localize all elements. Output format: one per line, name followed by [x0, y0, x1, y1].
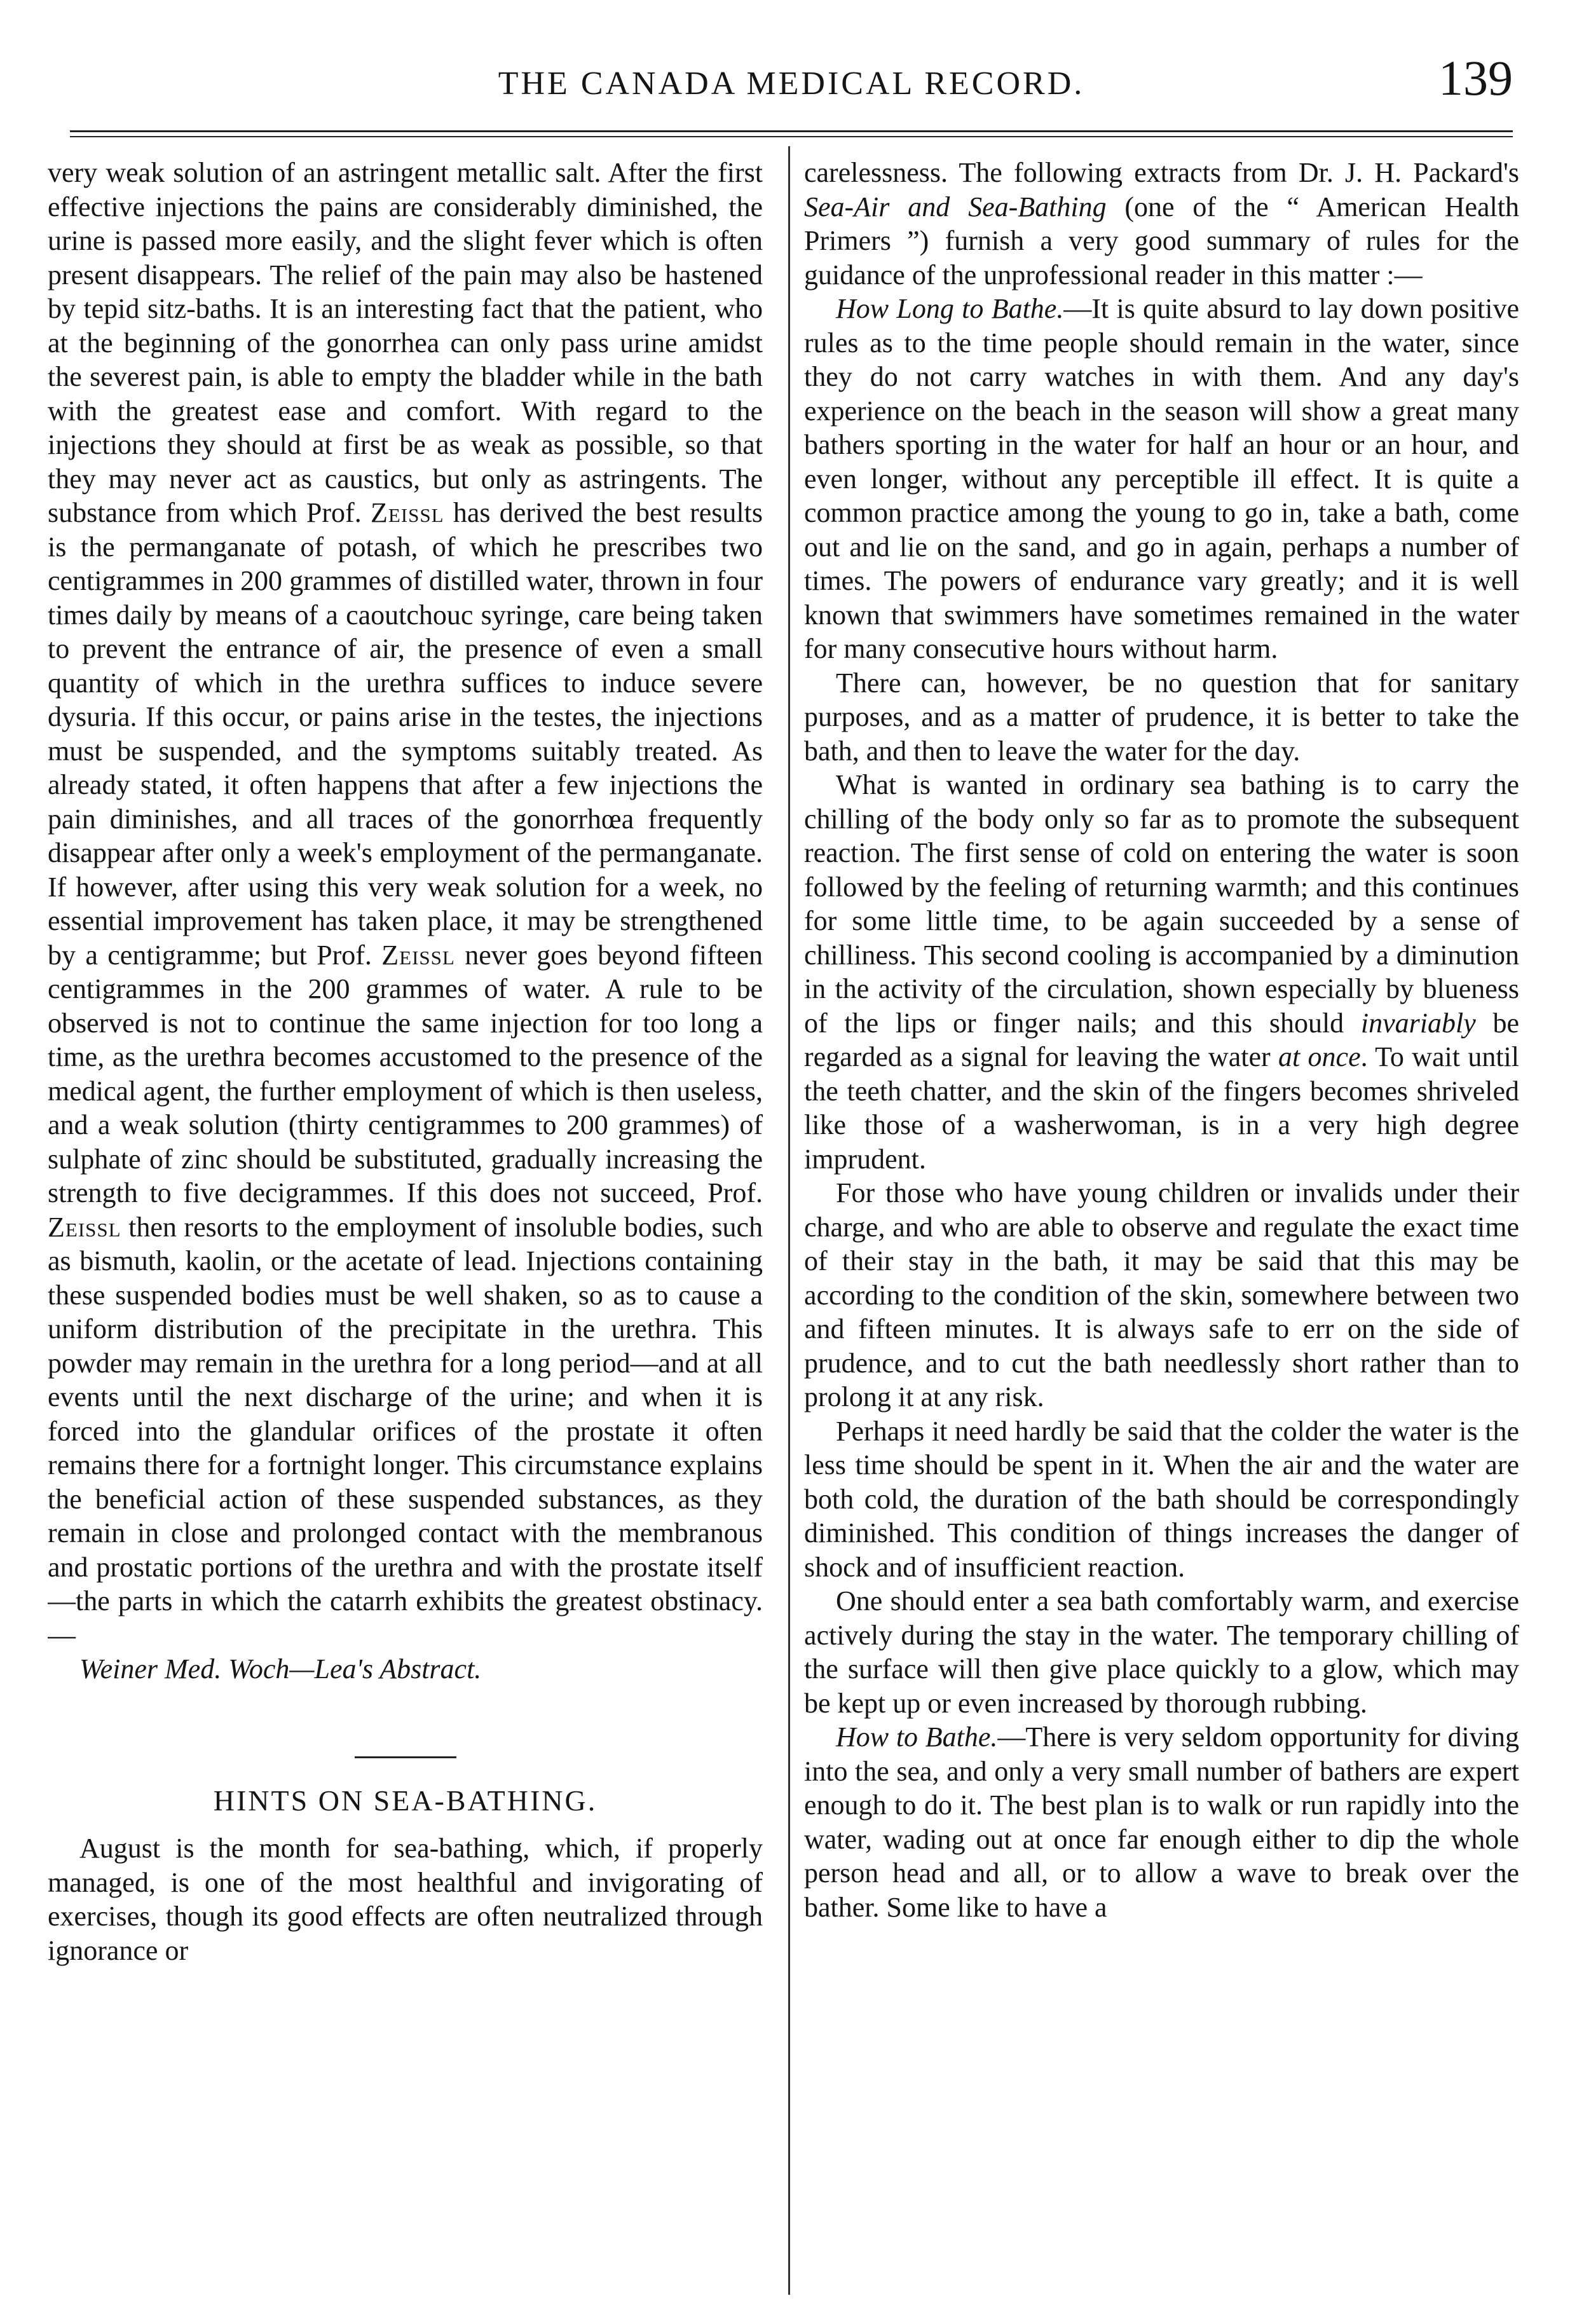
text-run: then resorts to the employment of insoluble bodies, such as bismuth, kaolin, or the acetate of lead. Injections containing these suspended bodies must be well shaken, so as to cause a uniform distribution of the precipitate in the urethra. This powder may remain in the urethra for a long period—and at all events until the next discharge of the urine; and when it is forced into the glandular orifices of the prostate it often remains there for a fortnight longer. This circumstance explains the beneficial action of these suspended substances, as they remain in close and prolonged contact with the membranous and prostatic portions of the urethra and with the prostate itself—the parts in which the catarrh exhibits the greatest obstinacy.— [48, 1211, 763, 1651]
text-run: very weak solution of an astringent metallic salt. After the first effective injections the pains are considerably diminished, the urine is passed more easily, and the slight fever which is often present disappears. The relief of the pain may also be hastened by tepid sitz-baths. It is an interesting fact that the patient, who at the beginning of the gonorrhea can only pass urine amidst the severest pain, is able to empty the bladder while in the bath with the greatest ease and comfort. With regard to the injections they should at first be as weak as possible, so that they may never act as caustics, but only as astringents. The substance from which Prof. [48, 157, 763, 528]
author-name: Zeissl [48, 1211, 121, 1243]
paragraph: Perhaps it need hardly be said that the colder the water is the less time should be spent in it. When the air and the water are both cold, the duration of the bath should be correspondingly diminished. This condition of things increases the danger of shock and of insufficient reaction. [804, 1415, 1519, 1583]
journal-title: THE CANADA MEDICAL RECORD. [498, 65, 1085, 102]
italic-text: How Long to Bathe. [836, 293, 1064, 324]
left-column [48, 156, 763, 2304]
column-divider [788, 146, 790, 2295]
paragraph [804, 292, 1519, 666]
text-run: —It is quite absurd to lay down positive rules as to the time people should remain in the water, since they do not carry watches in with them. And any day's experience on the beach in the season will show a great many bathers sporting in the water for half an hour or an hour, and even longer, without any perceptible ill effect. It is quite a common practice among the young to go in, take a bath, come out and lie on the sand, and go in again, perhaps a number of times. The powers of endurance vary greatly; and it is well known that swimmers have sometimes remained in the water for many consecutive hours without harm. [804, 293, 1519, 664]
text-run: be regarded as a signal for leaving the water [804, 1007, 1519, 1072]
paragraph [804, 156, 1519, 292]
paragraph: August is the month for sea-bathing, which, if properly managed, is one of the most healthful and invigorating of exercises, though its good effects are often neutralized through ignorance or [48, 1833, 763, 1966]
author-name: Zeissl [381, 939, 455, 971]
paragraph [804, 1720, 1519, 1924]
section-heading: HINTS ON SEA-BATHING. [213, 1784, 597, 1817]
italic-text: at once [1278, 1041, 1361, 1072]
author-name: Zeissl [370, 497, 444, 528]
paragraph: For those who have young children or invalids under their charge, and who are able to observe and regulate the exact time of their stay in the bath, it may be said that this may be according to the condition of the skin, somewhere between two and fifteen minutes. It is always safe to err on the side of prudence, and to cut the bath needlessly short rather than to prolong it at any risk. [804, 1177, 1519, 1412]
text-run: . To wait until the teeth chatter, and the skin of the fingers becomes shriveled like those of a washerwoman, is in a very high degree imprudent. [804, 1041, 1519, 1175]
running-header [70, 38, 1513, 121]
italic-text: Sea-Air and Sea-Bathing [804, 191, 1107, 222]
paragraph [48, 156, 763, 1652]
italic-text: invariably [1360, 1007, 1476, 1039]
text-run: (one of the “ American Health Primers ”) furnish a very good summary of rules for the guidance of the unprofessional reader in this matter :— [804, 191, 1519, 290]
header-rule-thin [70, 136, 1513, 137]
section-divider [355, 1756, 456, 1758]
paragraph [804, 768, 1519, 1176]
text-run: has derived the best results is the permanganate of potash, of which he prescribes two centigrammes in 200 grammes of distilled water, thrown in four times daily by means of a caoutchouc syringe, care being taken to prevent the entrance of air, the presence of even a small quantity of which in the urethra suffices to induce severe dysuria. If this occur, or pains arise in the testes, the injections must be suspended, and the symptoms suitably treated. As already stated, it often happens that after a few injections the pain diminishes, and all traces of the gonorrhœa frequently disappear after only a week's employment of the permanganate. If however, after using this very weak solution for a week, no essential improvement has taken place, it may be strengthened by a centigramme; but Prof. [48, 497, 763, 971]
paragraph: There can, however, be no question that for sanitary purposes, and as a matter of prudence, it is better to take the bath, and then to leave the water for the day. [804, 667, 1519, 767]
right-column [804, 156, 1519, 2304]
source-citation [48, 1652, 763, 1686]
text-run: What is wanted in ordinary sea bathing is to carry the chilling of the body only so far as to promote the subsequent reaction. The first sense of cold on entering the water is soon followed by the feeling of returning warmth; and this continues for some little time, to be again succeeded by a sense of chilliness. This second cooling is accompanied by a diminution in the activity of the circulation, shown especially by blueness of the lips or finger nails; and this should [804, 769, 1519, 1039]
text-run: —There is very seldom opportunity for diving into the sea, and only a very small number of bathers are expert enough to do it. The best plan is to walk or run rapidly into the water, wading out at once far enough either to dip the whole person head and all, or to allow a wave to break over the bather. Some like to have a [804, 1721, 1519, 1923]
paragraph: One should enter a sea bath comfortably warm, and exercise actively during the stay in the water. The temporary chilling of the surface will then give place quickly to a glow, which may be kept up or even increased by thorough rubbing. [804, 1585, 1519, 1719]
italic-text: How to Bathe. [836, 1721, 998, 1753]
source-citation-text: Weiner Med. Woch—Lea's Abstract. [79, 1653, 482, 1685]
text-run: never goes beyond fifteen centigrammes in the 200 grammes of water. A rule to be observed is not to continue the same injection for too long a time, as the urethra becomes accustomed to the presence of the medical agent, the further employment of which is then useless, and a weak solution (thirty centigrammes to 200 grammes) of sulphate of zinc should be substituted, gradually increasing the strength to five decigrammes. If this does not succeed, Prof. [48, 939, 763, 1208]
page-number: 139 [1438, 50, 1513, 106]
header-rule [70, 130, 1513, 132]
text-run: carelessness. The following extracts from Dr. J. H. Packard's [804, 157, 1519, 188]
